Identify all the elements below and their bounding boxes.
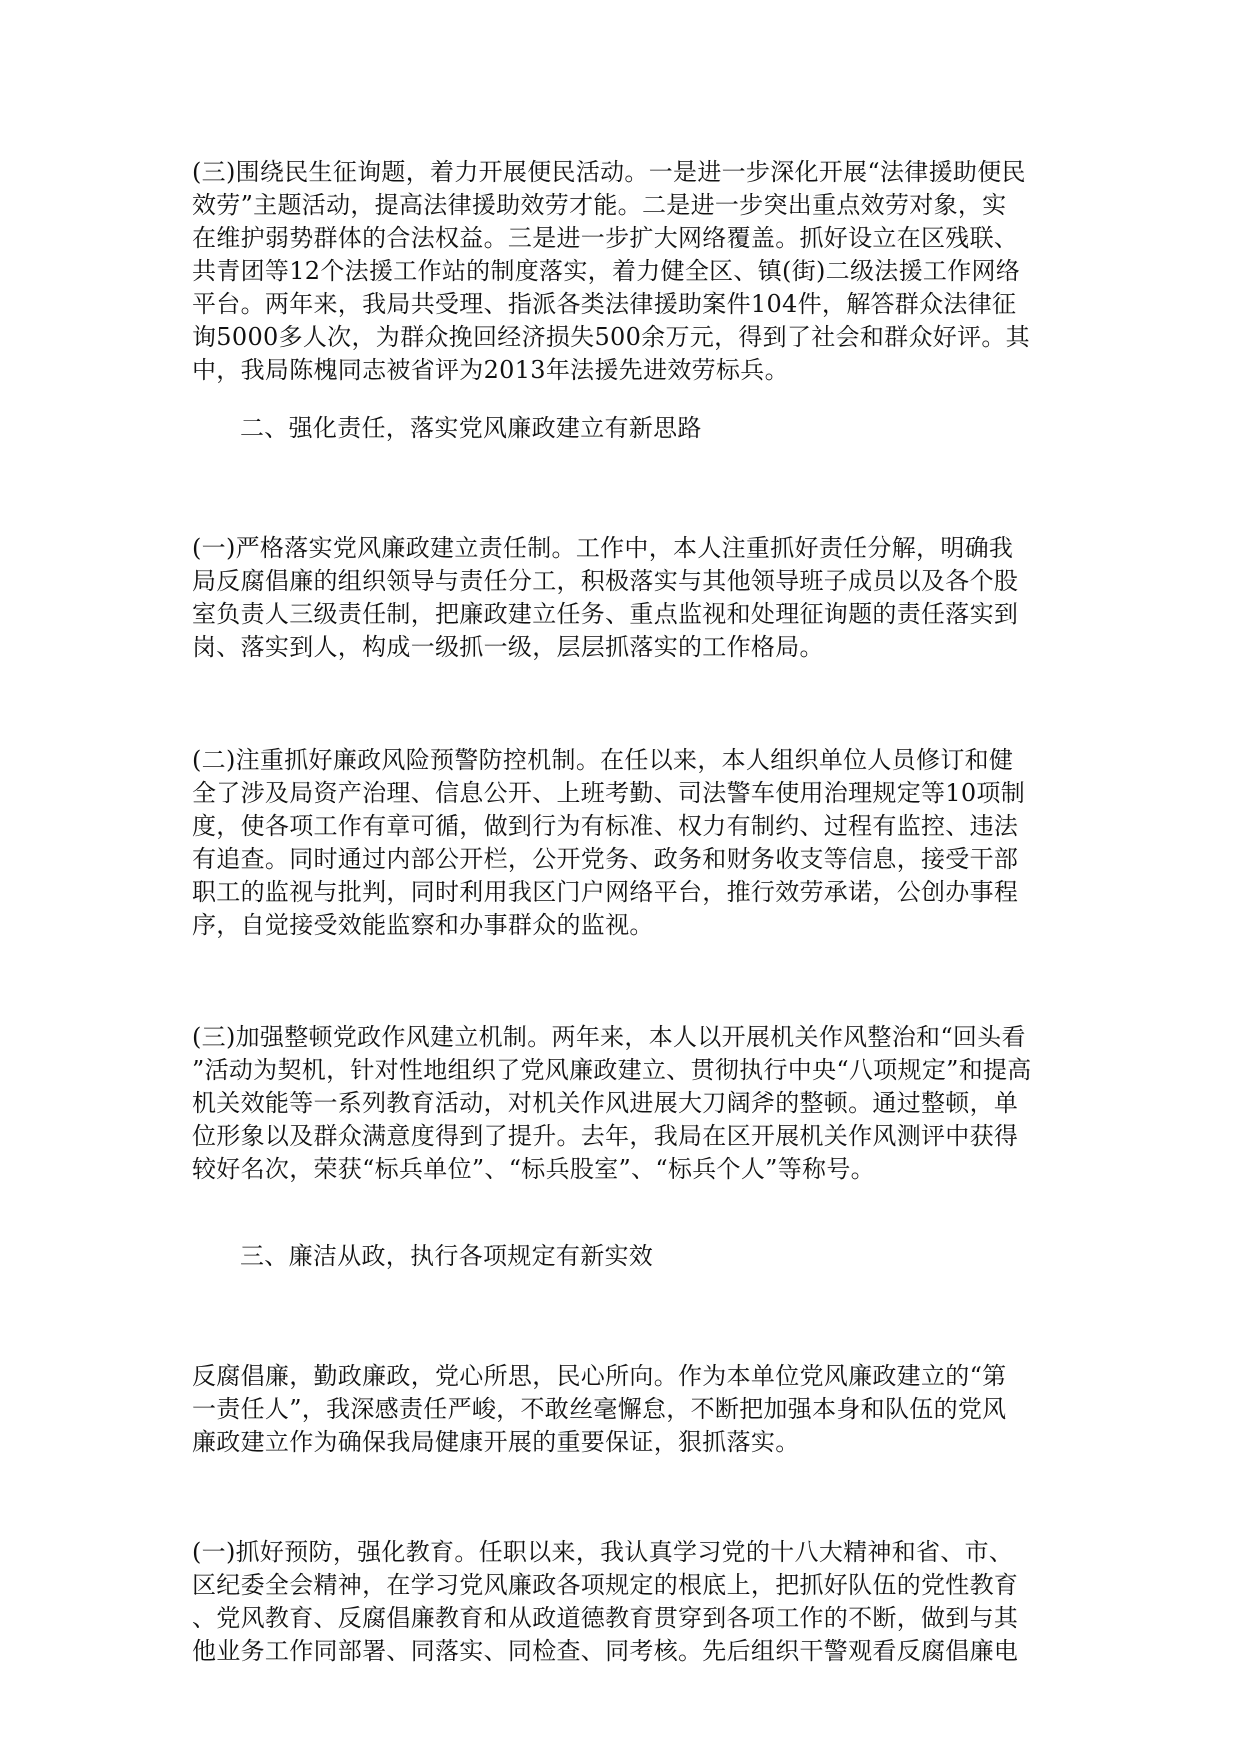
paragraph-prevention: [192, 1536, 1052, 1668]
section-heading-3: 三、廉洁从政，执行各项规定有新实效: [240, 1242, 654, 1270]
text-line: 效劳”主题活动，提高法律援助效劳才能。二是进一步突出重点效劳对象，实: [192, 191, 1007, 219]
paragraph-responsibility: [192, 532, 1052, 664]
paragraph-livelihood: [192, 156, 1052, 387]
text-line: 平台。两年来，我局共受理、指派各类法律援助案件104件，解答群众法律征: [192, 290, 1017, 318]
text-line: 共青团等12个法援工作站的制度落实，着力健全区、镇(街)二级法援工作网络: [192, 257, 1021, 285]
text-line: 一责任人”，我深感责任严峻，不敢丝毫懈怠，不断把加强本身和队伍的党风: [192, 1395, 1007, 1423]
text-line: (三)围绕民生征询题，着力开展便民活动。一是进一步深化开展“法律援助便民: [192, 158, 1026, 186]
text-line: 中，我局陈槐同志被省评为2013年法援先进效劳标兵。: [192, 356, 789, 384]
text-line: 、党风教育、反腐倡廉教育和从政道德教育贯穿到各项工作的不断，做到与其: [192, 1604, 1019, 1632]
text-line: 在维护弱势群体的合法权益。三是进一步扩大网络覆盖。抓好设立在区残联、: [192, 224, 1019, 252]
text-line: 区纪委全会精神，在学习党风廉政各项规定的根底上，把抓好队伍的党性教育: [192, 1571, 1019, 1599]
text-line: (一)严格落实党风廉政建立责任制。工作中，本人注重抓好责任分解，明确我: [192, 534, 1014, 562]
text-line: 机关效能等一系列教育活动，对机关作风进展大刀阔斧的整顿。通过整顿，单: [192, 1089, 1019, 1117]
text-line: (三)加强整顿党政作风建立机制。两年来，本人以开展机关作风整治和“回头看: [192, 1023, 1026, 1051]
text-line: 他业务工作同部署、同落实、同检查、同考核。先后组织干警观看反腐倡廉电: [192, 1637, 1019, 1665]
text-line: (一)抓好预防，强化教育。任职以来，我认真学习党的十八大精神和省、市、: [192, 1538, 1014, 1566]
text-line: 询5000多人次，为群众挽回经济损失500余万元，得到了社会和群众好评。其: [192, 323, 1030, 351]
text-line: 室负责人三级责任制，把廉政建立任务、重点监视和处理征询题的责任落实到: [192, 600, 1019, 628]
text-line: 廉政建立作为确保我局健康开展的重要保证，狠抓落实。: [192, 1428, 800, 1456]
paragraph-integrity: [192, 1360, 1052, 1459]
text-line: 反腐倡廉，勤政廉政，党心所思，民心所向。作为本单位党风廉政建立的“第: [192, 1362, 1007, 1390]
text-line: (二)注重抓好廉政风险预警防控机制。在任以来，本人组织单位人员修订和健: [192, 746, 1014, 774]
text-line: ”活动为契机，针对性地组织了党风廉政建立、贯彻执行中央“八项规定”和提高: [192, 1056, 1032, 1084]
text-line: 序，自觉接受效能监察和办事群众的监视。: [192, 911, 654, 939]
text-line: 职工的监视与批判，同时利用我区门户网络平台，推行效劳承诺，公创办事程: [192, 878, 1019, 906]
text-line: 全了涉及局资产治理、信息公开、上班考勤、司法警车使用治理规定等10项制: [192, 779, 1026, 807]
text-line: 位形象以及群众满意度得到了提升。去年，我局在区开展机关作风测评中获得: [192, 1122, 1019, 1150]
text-line: 有追查。同时通过内部公开栏，公开党务、政务和财务收支等信息，接受干部: [192, 845, 1019, 873]
paragraph-work-style: [192, 1021, 1052, 1186]
text-line: 较好名次，荣获“标兵单位”、“标兵股室”、“标兵个人”等称号。: [192, 1155, 875, 1183]
section-heading-2: 二、强化责任，落实党风廉政建立有新思路: [240, 414, 702, 442]
paragraph-risk-control: [192, 744, 1052, 942]
text-line: 岗、落实到人，构成一级抓一级，层层抓落实的工作格局。: [192, 633, 824, 661]
text-line: 度，使各项工作有章可循，做到行为有标准、权力有制约、过程有监控、违法: [192, 812, 1019, 840]
text-line: 局反腐倡廉的组织领导与责任分工，积极落实与其他领导班子成员以及各个股: [192, 567, 1019, 595]
